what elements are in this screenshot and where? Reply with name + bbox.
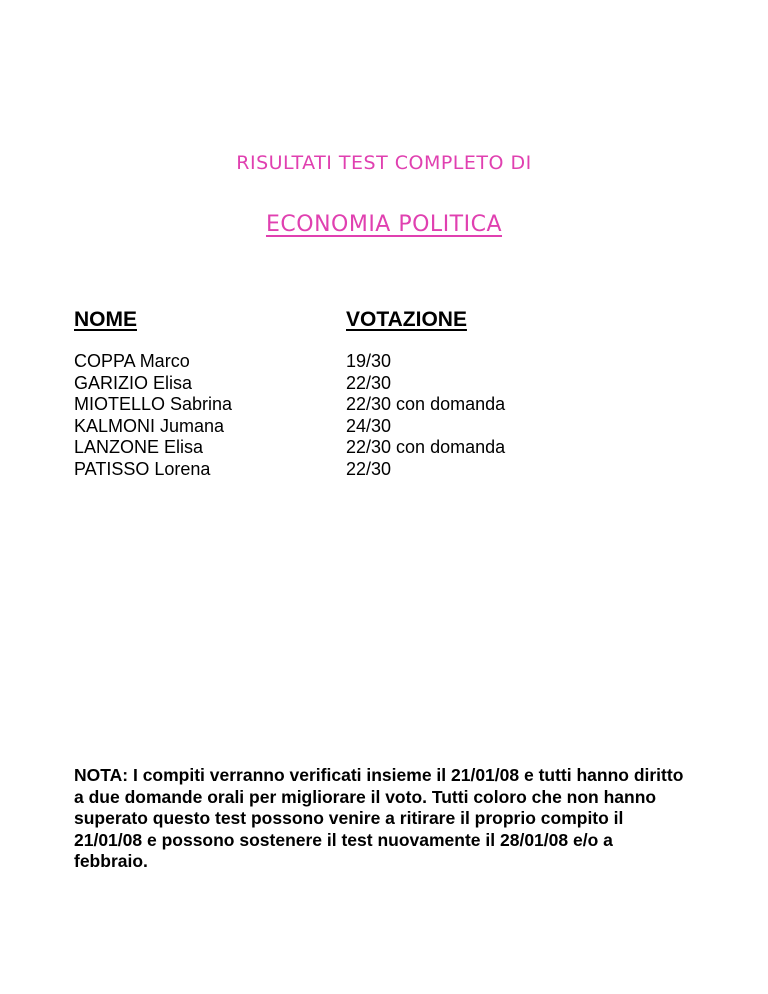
student-vote: 22/30 bbox=[346, 458, 392, 479]
table-row bbox=[74, 437, 694, 459]
student-name: PATISSO Lorena bbox=[74, 458, 211, 479]
student-vote: 24/30 bbox=[346, 415, 392, 436]
table-row bbox=[74, 416, 694, 438]
student-name: COPPA Marco bbox=[74, 351, 190, 371]
results-table bbox=[74, 351, 694, 481]
student-vote: 19/30 bbox=[346, 351, 392, 371]
table-row bbox=[74, 351, 694, 373]
student-vote: 22/30 con domanda bbox=[346, 437, 506, 458]
column-header-vote: VOTAZIONE bbox=[346, 308, 467, 331]
table-row bbox=[74, 373, 694, 395]
document-title-subject: ECONOMIA POLITICA bbox=[265, 212, 503, 237]
table-row bbox=[74, 459, 694, 481]
table-row bbox=[74, 394, 694, 416]
student-name: LANZONE Elisa bbox=[74, 437, 204, 458]
note-paragraph: NOTA: I compiti verranno verificati insieme il 21/01/08 e tutti hanno diritto a due domande orali per migliorare il voto. Tutti coloro che non hanno superato questo test possono venire a ritirare il proprio compito il 21/01/08 e possono sostenere il test nuovamente il 28/01/08 e/o a febbraio. bbox=[74, 765, 684, 872]
column-header-name: NOME bbox=[74, 308, 137, 331]
document-title-line1: RISULTATI TEST COMPLETO DI bbox=[236, 152, 532, 174]
student-vote: 22/30 bbox=[346, 372, 392, 393]
student-vote: 22/30 con domanda bbox=[346, 394, 506, 415]
student-name: MIOTELLO Sabrina bbox=[74, 394, 233, 415]
student-name: GARIZIO Elisa bbox=[74, 372, 193, 393]
student-name: KALMONI Jumana bbox=[74, 415, 225, 436]
